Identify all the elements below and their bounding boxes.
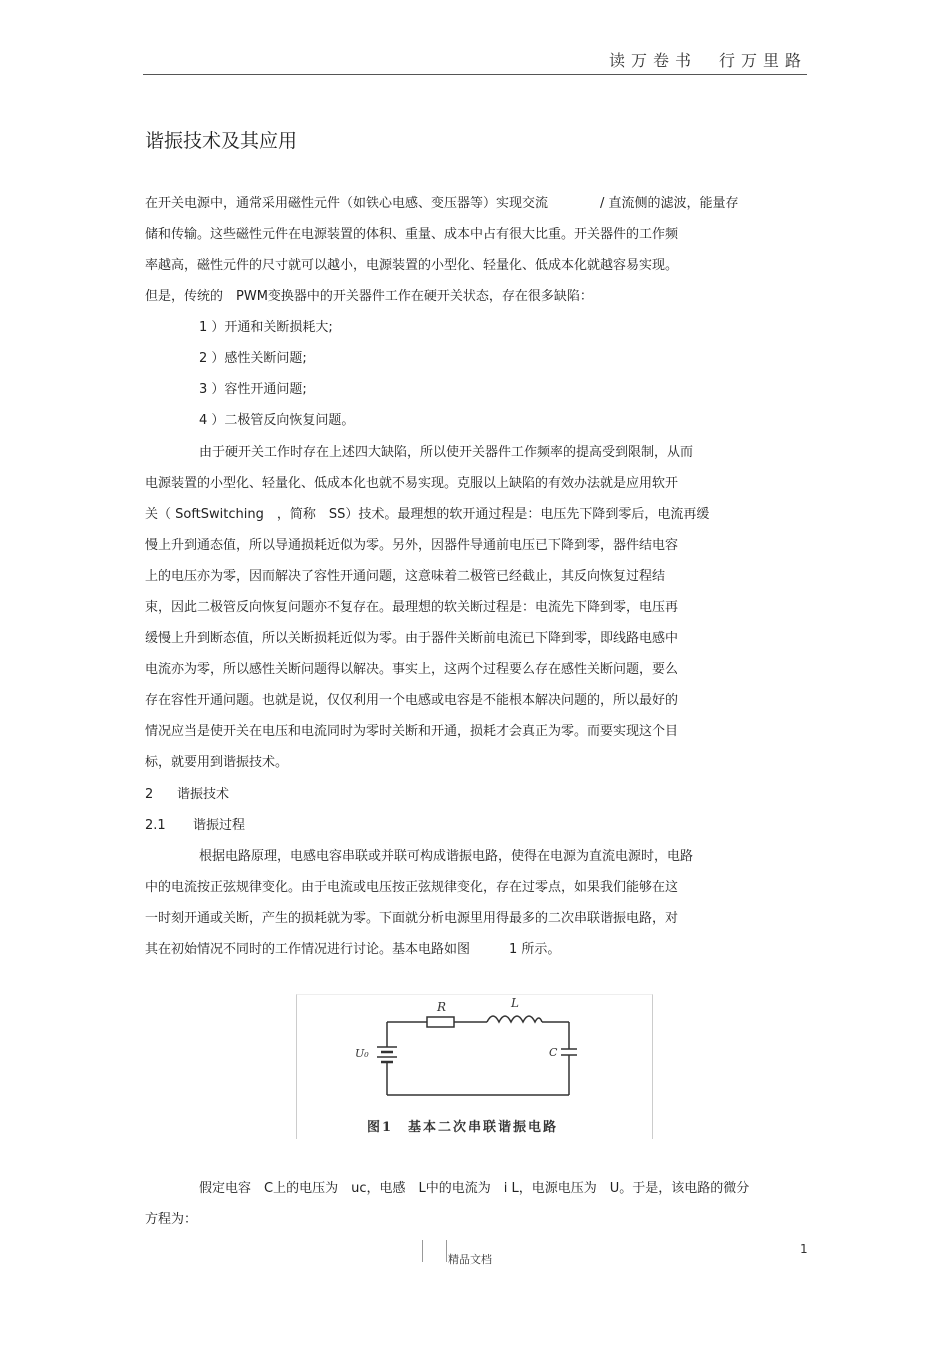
list-item: 2 ）感性关断问题;	[199, 351, 307, 366]
inductor-symbol	[487, 1016, 542, 1022]
subsection-number: 2.1	[145, 818, 166, 833]
list-item: 4 ）二极管反向恢复问题。	[199, 413, 355, 428]
label-u: U₀	[355, 1047, 369, 1060]
paragraph-line: 其在初始情况不同时的工作情况进行讨论。基本电路如图 1 所示。	[145, 942, 561, 957]
paragraph-line: 储和传输。这些磁性元件在电源装置的体积、重量、成本中占有很大比重。开关器件的工作频	[145, 227, 679, 242]
resistor-symbol	[427, 1017, 454, 1027]
paragraph-line: 慢上升到通态值，所以导通损耗近似为零。另外，因器件导通前电压已下降到零，器件结电容	[145, 538, 679, 553]
label-c: C	[549, 1046, 558, 1059]
label-l: L	[511, 996, 519, 1010]
footer-label: 精品文档	[448, 1253, 492, 1266]
paragraph-line: 由于硬开关工作时存在上述四大缺陷，所以使开关器件工作频率的提高受到限制，从而	[199, 445, 694, 460]
section-heading: 谐振技术	[177, 787, 230, 802]
paragraph-line: 电流亦为零，所以感性关断问题得以解决。事实上，这两个过程要么存在感性关断问题，要么	[145, 662, 679, 677]
paragraph-line: 电源装置的小型化、轻量化、低成本化也就不易实现。克服以上缺陷的有效办法就是应用软开	[145, 476, 679, 491]
circuit-figure	[296, 994, 653, 1139]
paragraph-line: 关（ SoftSwitching ，简称 SS）技术。最理想的软开通过程是：电压先下降到零后，电流再缓	[145, 507, 710, 522]
paragraph-line: 但是，传统的 PWM变换器中的开关器件工作在硬开关状态，存在很多缺陷：	[145, 289, 593, 304]
paragraph-line: 在开关电源中，通常采用磁性元件（如铁心电感、变压器等）实现交流 / 直流侧的滤波，能量存	[145, 196, 739, 211]
paragraph-line: 率越高，磁性元件的尺寸就可以越小，电源装置的小型化、轻量化、低成本化就越容易实现。	[145, 258, 679, 273]
document-title: 谐振技术及其应用	[145, 130, 298, 152]
page-number: 1	[800, 1242, 808, 1256]
header-rule	[143, 74, 807, 75]
list-item: 3 ）容性开通问题;	[199, 382, 307, 397]
paragraph-line: 假定电容 C上的电压为 uc，电感 L中的电流为 i L，电源电压为 U。于是，该电路的微分	[199, 1181, 750, 1196]
paragraph-line: 一时刻开通或关断，产生的损耗就为零。下面就分析电源里用得最多的二次串联谐振电路，对	[145, 911, 679, 926]
paragraph-line: 上的电压亦为零，因而解决了容性开通问题，这意味着二极管已经截止，其反向恢复过程结	[145, 569, 666, 584]
paragraph-line: 标，就要用到谐振技术。	[145, 755, 289, 770]
footer-divider	[446, 1240, 447, 1262]
section-number: 2	[145, 787, 154, 802]
paragraph-line: 情况应当是使开关在电压和电流同时为零时关断和开通，损耗才会真正为零。而要实现这个目	[145, 724, 679, 739]
paragraph-line: 中的电流按正弦规律变化。由于电流或电压按正弦规律变化，存在过零点，如果我们能够在这	[145, 880, 679, 895]
label-r: R	[437, 1000, 447, 1014]
paragraph-line: 方程为：	[145, 1212, 198, 1227]
paragraph-line: 束，因此二极管反向恢复问题亦不复存在。最理想的软关断过程是：电流先下降到零，电压再	[145, 600, 679, 615]
paragraph-line: 存在容性开通问题。也就是说，仅仅利用一个电感或电容是不能根本解决问题的，所以最好的	[145, 693, 679, 708]
list-item: 1 ）开通和关断损耗大;	[199, 320, 333, 335]
paragraph-line: 缓慢上升到断态值，所以关断损耗近似为零。由于器件关断前电流已下降到零，即线路电感中	[145, 631, 679, 646]
paragraph-line: 根据电路原理，电感电容串联或并联可构成谐振电路，使得在电源为直流电源时，电路	[199, 849, 694, 864]
figure-caption: 图1 基本二次串联谐振电路	[367, 1120, 559, 1135]
subsection-heading: 谐振过程	[193, 818, 246, 833]
header-motto: 读万卷书 行万里路	[608, 51, 807, 70]
footer-divider	[422, 1240, 423, 1262]
